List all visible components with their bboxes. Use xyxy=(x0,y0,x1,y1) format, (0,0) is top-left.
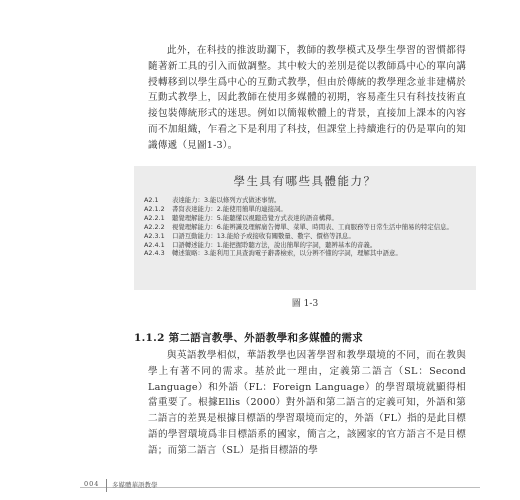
skill-item xyxy=(144,205,466,213)
running-title: 多媒體華語教學 xyxy=(112,481,158,489)
skill-item xyxy=(144,214,466,222)
skill-text: 聽覺理解能力：5.能聽懂以視聽造覺方式表達的語音構釋。 xyxy=(172,213,338,222)
skill-item xyxy=(144,223,466,231)
skill-text: 視覺理解能力：6.能辨識及理解廣告傳單、菜單、時間表、工商服務等日常生活中簡易的特定信息。 xyxy=(172,222,453,231)
skill-code: A2.1.2 xyxy=(144,204,165,213)
skill-item xyxy=(144,196,466,204)
skill-text: 書寫表達能力：2.能使用簡單的連接詞。 xyxy=(172,204,287,213)
skill-code: A2.3.1 xyxy=(144,231,165,240)
skill-text: 口語互動能力：13.能給予或接收有關數量、數字、價格等訊息。 xyxy=(172,231,355,240)
skill-code: A2.2.2 xyxy=(144,222,165,231)
figure-title: 學生具有哪些具體能力？ xyxy=(233,174,377,188)
skill-code: A2.4.1 xyxy=(144,240,165,249)
skill-text: 轉述策略：3.能利用工具查詢電子辭書檢索，以分辨不懂的字詞，理解其中語意。 xyxy=(172,249,402,258)
skill-code: A2.4.3 xyxy=(144,249,165,258)
section-heading: 1.1.2 第二語言教學、外語教學和多媒體的需求 xyxy=(134,332,364,344)
footer-separator xyxy=(106,479,107,492)
skill-item xyxy=(144,232,466,240)
body-paragraph-1: 此外，在科技的推波助瀾下，教師的教學模式及學生學習的習慣都得隨著新工具的引入而做調整。其中較大的差別是從以教師爲中心的單向講授轉移到以學生爲中心的互動式教學，但由於傳統的教學理念並非建構於互動式教學上，因此教師在使用多媒體的初期，容易產生只有科技技術直接包裝傳統形式的迷思。例如以簡報軟體上的背景，直接加上課本的內容而不加組織，乍看之下是利用了科技，但課堂上持續進行的仍是單向的知識傳遞（見圖1-3）。 xyxy=(148,45,466,151)
figure-slide xyxy=(134,166,476,290)
skill-code: A2.1 xyxy=(144,196,159,204)
skill-text: 口語轉述能力：1.能把握聆聽方法，說出簡單的字詞，聽辨基本的音義。 xyxy=(172,240,377,249)
skill-item xyxy=(144,249,466,257)
page-number: 004 xyxy=(84,480,100,488)
figure-caption: 圖 1-3 xyxy=(291,299,319,309)
skill-code: A2.2.1 xyxy=(144,213,165,222)
skill-item xyxy=(144,241,466,249)
skill-text: 表達能力：3.能以條列方式做述事情。 xyxy=(172,196,281,204)
body-paragraph-2: 與英語教學相似，華語教學也因著學習和教學環境的不同，而在教與學上有著不同的需求。基於此一理由，定義第二語言（SL：Second Language）和外語（FL：Foreign Language）的學習環境就顯得相當重要了。根據Ellis（2000）對外語和第二語言的定義可知，外語和第二語言的差異是根據目標語的學習環境而定的，外語（FL）指的是此目標語的學習環境爲非目標語系的國家，簡言之，該國家的官方語言不是目標語；而第二語言（SL）是指目標語的學 xyxy=(148,350,466,456)
